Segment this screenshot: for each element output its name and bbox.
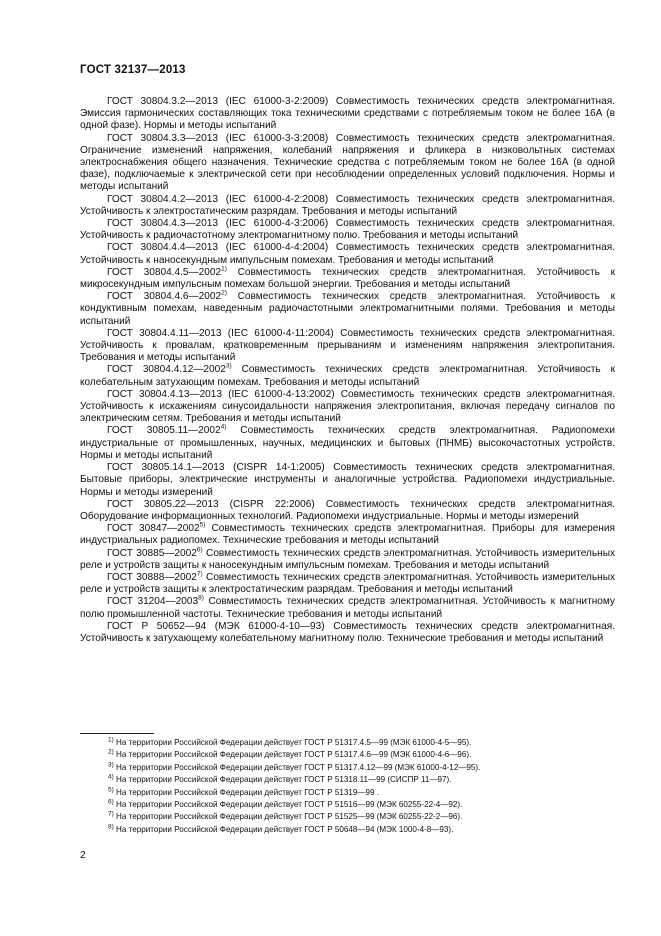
reference-item: ГОСТ 30804.4.3—2013 (IEC 61000-4-3:2006) Совместимость технических средств электромагнитная. Устойчивость к радиочастотному электромагнитному полю. Требования и методы испытаний xyxy=(80,218,615,242)
footnote-item: $^{3)}$ На территории Российской Федерации действует ГОСТ Р 51317.4.12—99 (МЭК 61000-4-12—95). xyxy=(108,761,481,772)
reference-item: ГОСТ 30804.3.2—2013 (IEC 61000-3-2:2009) Совместимость технических средств электромагнитная. Эмиссия гармонических составляющих тока техническими средствами с потребляемым током не более 16А (в одной фазе). Нормы и методы испытаний xyxy=(80,96,615,132)
reference-item: ГОСТ 30804.4.2—2013 (IEC 61000-4-2:2008) Совместимость технических средств электромагнитная. Устойчивость к электростатическим разрядам. Требования и методы испытаний xyxy=(80,193,615,217)
reference-item: ГОСТ 30804.3.3—2013 (IEC 61000-3-3:2008) Совместимость технических средств электромагнитная. Ограничение изменений напряжения, колебаний напряжения и фликера в низковольтных системах электроснабжения общего назначения. Технические средства с потребляемым током не более 16А (в одной фазе), подключаемые к электрической сети при несоблюдении определенных условий подключения. Нормы и методы испытаний xyxy=(80,132,615,193)
page-header: ГОСТ 32137—2013 xyxy=(80,64,186,76)
reference-item: ГОСТ 30885—2002$^{6)}$ Совместимость технических средств электромагнитная. Устойчивость измерительных реле и устройств защиты к наносекундным импульсным помехам. Требования и методы испытаний xyxy=(80,546,616,571)
reference-item: ГОСТ 30805.11—2002$^{4)}$ Совместимость технических средств электромагнитная. Радиопомехи индустриальные от промышленных, научных, медицинских и бытовых (ПНМБ) высокочастотных устройств. Нормы и методы испытаний xyxy=(80,424,615,461)
reference-item: ГОСТ 30805.14.1—2013 (CISPR 14-1:2005) Совместимость технических средств электромагнитная. Бытовые приборы, электрические инструменты и аналогичные устройства. Радиопомехи индустриальные. Нормы и методы измерений xyxy=(80,462,615,498)
footnote-item: $^{8)}$ На территории Российской Федерации действует ГОСТ Р 50648—94 (МЭК 1000-4-8—93). xyxy=(108,823,454,834)
reference-item: ГОСТ 30804.4.12—2002$^{3)}$ Совместимость технических средств электромагнитная. Устойчивость к колебательным затухающим помехам. Требования и методы испытаний xyxy=(80,363,615,388)
reference-item: ГОСТ 30888—2002$^{7)}$ Совместимость технических средств электромагнитная. Устойчивость измерительных реле и устройств защиты к электростатическим разрядам. Требования и методы испытаний xyxy=(80,570,616,596)
footnote-ref: 6) xyxy=(196,546,203,554)
footnote-ref: 5) xyxy=(199,521,206,529)
footnote-mark: 3) xyxy=(108,761,114,769)
footnote-ref: 3) xyxy=(225,363,232,371)
footnote-mark: 8) xyxy=(108,823,114,831)
page-number: 2 xyxy=(80,849,86,861)
footnote-mark: 4) xyxy=(108,773,114,781)
footnote-item: $^{4)}$ На территории Российской Федерации действует ГОСТ Р 51318.11—99 (СИСПР 11—97). xyxy=(108,773,452,785)
footnote-ref: 4) xyxy=(220,424,227,432)
reference-item: ГОСТ 31204—2003$^{8)}$ Совместимость технических средств электромагнитная. Устойчивость к магнитному полю промышленной частоты. Технические требования и методы испытаний xyxy=(80,594,615,620)
footnote-ref: 7) xyxy=(196,570,203,578)
footnote-mark: 1) xyxy=(108,736,114,744)
footnote-ref: 2) xyxy=(221,289,227,297)
footnote-divider xyxy=(80,733,154,734)
reference-item: ГОСТ 30804.4.4—2013 (IEC 61000-4-4:2004) Совместимость технических средств электромагнитная. Устойчивость к наносекундным импульсным помехам. Требования и методы испытаний xyxy=(80,242,615,266)
footnotes xyxy=(108,737,608,836)
footnote-ref: 8) xyxy=(198,594,204,602)
footnote-mark: 7) xyxy=(108,810,114,818)
references-list xyxy=(80,96,615,645)
footnote-item: $^{6)}$ На территории Российской Федерации действует ГОСТ Р 51516—99 (МЭК 60255-22-4—92). xyxy=(108,798,463,810)
reference-item: ГОСТ 30847—2002$^{5)}$ Совместимость технических средств электромагнитная. Приборы для измерения индустриальных радиопомех. Технические требования и методы испытаний xyxy=(80,521,615,547)
reference-item: ГОСТ 30804.4.11—2013 (IEC 61000-4-11:2004) Совместимость технических средств электромагнитная. Устойчивость к провалам, кратковременным прерываниям и изменениям напряжения электропитания. Требования и методы испытаний xyxy=(80,327,615,364)
reference-item: ГОСТ 30805.22—2013 (CISPR 22:2006) Совместимость технических средств электромагнитная. Оборудование информационных технологий. Радиопомехи индустриальные. Нормы и методы измерений xyxy=(80,498,615,522)
footnote-item: $^{7)}$ На территории Российской Федерации действует ГОСТ Р 51525—99 (МЭК 60255-22-2—96). xyxy=(108,810,463,822)
footnote-ref: 1) xyxy=(221,265,227,273)
footnote-item: $^{1)}$ На территории Российской Федерации действует ГОСТ Р 51317.4.5—99 (МЭК 61000-4-5—95). xyxy=(108,736,472,747)
reference-item: ГОСТ 30804.4.13—2013 (IEC 61000-4-13:2002) Совместимость технических средств электромагнитная. Устойчивость к искажениям синусоидальности напряжения электропитания, включая передачу сигналов по электрическим сетям. Требования и методы испытаний xyxy=(80,388,615,425)
footnote-mark: 6) xyxy=(108,798,114,806)
reference-item: ГОСТ Р 50652—94 (МЭК 61000-4-10—93) Совместимость технических средств электромагнитная. Устойчивость к затухающему колебательному магнитному полю. Технические требования и методы испытаний xyxy=(80,620,615,644)
reference-item: ГОСТ 30804.4.6—2002$^{2)}$ Совместимость технических средств электромагнитная. Устойчивость к кондуктивным помехам, наведенным радиочастотными электромагнитными полями. Требования и методы испытаний xyxy=(80,289,615,327)
reference-item: ГОСТ 30804.4.5—2002$^{1)}$ Совместимость технических средств электромагнитная. Устойчивость к микросекундным импульсным помехам большой энергии. Требования и методы испытаний xyxy=(80,265,615,291)
footnote-item: $^{2)}$ На территории Российской Федерации действует ГОСТ Р 51317.4.6—99 (МЭК 61000-4-6—96). xyxy=(108,748,472,760)
footnote-item: $^{5)}$ На территории Российской Федерации действует ГОСТ Р 51319—99 . xyxy=(108,785,379,797)
footnote-mark: 2) xyxy=(108,748,114,756)
footnote-mark: 5) xyxy=(108,785,114,793)
